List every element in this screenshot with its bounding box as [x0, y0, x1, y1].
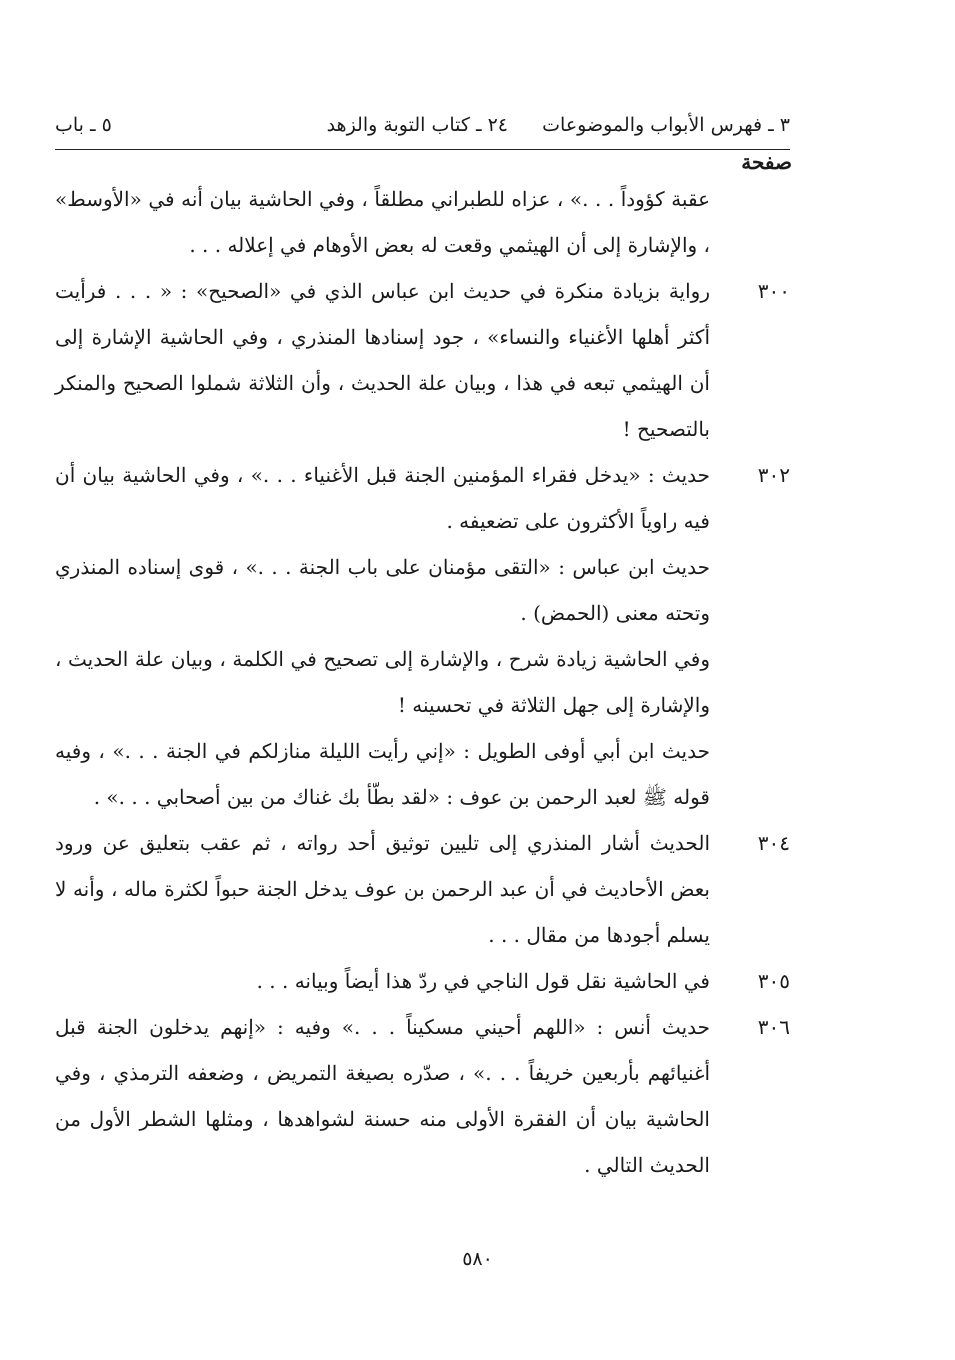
header-book-title: ٢٤ ـ كتاب التوبة والزهد	[326, 114, 508, 136]
entry-page-number: ٣٠٥	[757, 969, 790, 993]
entry-text: الحديث أشار المنذري إلى تليين توثيق أحد رواته ، ثم عقب بتعليق عن ورود بعض الأحاديث في أن عبد الرحمن بن عوف يدخل الجنة حبواً لكثرة ماله ، وأنه لا يسلم أجودها من مقال . . .	[55, 831, 710, 947]
index-entry-306	[55, 1004, 790, 1188]
header-section-title: ٣ ـ فهرس الأبواب والموضوعات	[542, 114, 790, 136]
entry-text: حديث أنس : «اللهم أحيني مسكيناً . . .» وفيه : «إنهم يدخلون الجنة قبل أغنيائهم بأربعين خريفاً . . .» ، صدّره بصيغة التمريض ، وضعفه الترمذي ، وفي الحاشية بيان أن الفقرة الأولى منه حسنة لشواهدها ، ومثلها الشطر الأول من الحديث التالي .	[55, 1015, 710, 1177]
index-entry-305	[55, 958, 790, 1004]
entry-page-number: ٣٠٠	[757, 279, 790, 303]
entry-text: رواية بزيادة منكرة في حديث ابن عباس الذي في «الصحيح» : « . . . فرأيت أكثر أهلها الأغنياء والنساء» ، جود إسنادها المنذري ، وفي الحاشية الإشارة إلى أن الهيثمي تبعه في هذا ، وبيان علة الحديث ، وأن الثلاثة شملوا الصحيح والمنكر بالتصحيح !	[55, 279, 710, 441]
entry-text: وفي الحاشية زيادة شرح ، والإشارة إلى تصحيح في الكلمة ، وبيان علة الحديث ، والإشارة إلى جهل الثلاثة في تحسينه !	[55, 647, 710, 717]
index-entry-continued	[55, 176, 790, 268]
entry-page-number: ٣٠٢	[757, 463, 790, 487]
entry-page-number: ٣٠٤	[757, 831, 790, 855]
header-rule	[55, 149, 790, 150]
entry-text: حديث : «يدخل فقراء المؤمنين الجنة قبل الأغنياء . . .» ، وفي الحاشية بيان أن فيه راوياً الأكثرون على تضعيفه .	[55, 463, 710, 533]
entry-page-number: ٣٠٦	[757, 1015, 790, 1039]
index-entry-300	[55, 268, 790, 452]
entry-text: عقبة كؤوداً . . .» ، عزاه للطبراني مطلقاً ، وفي الحاشية بيان أنه في «الأوسط» ، والإشارة إلى أن الهيثمي وقعت له بعض الأوهام في إعلاله . . .	[55, 187, 710, 257]
page-column-label: صفحة	[741, 150, 792, 174]
page-number: ٥٨٠	[462, 1248, 493, 1270]
index-entry-304	[55, 820, 790, 958]
index-entry-302	[55, 452, 790, 820]
index-entries	[55, 176, 790, 1188]
entry-text: حديث ابن عباس : «التقى مؤمنان على باب الجنة . . .» ، قوى إسناده المنذري وتحته معنى (الحمض) .	[55, 555, 710, 625]
running-header	[55, 110, 790, 146]
entry-text: حديث ابن أبي أوفى الطويل : «إني رأيت الليلة منازلكم في الجنة . . .» ، وفيه قوله ﷺ لعبد الرحمن بن عوف : «لقد بطّأ بك غناك من بين أصحابي . . .» .	[55, 739, 710, 809]
entry-text: في الحاشية نقل قول الناجي في ردّ هذا أيضاً وبيانه . . .	[256, 969, 710, 993]
header-chapter: ٥ ـ باب	[55, 114, 112, 136]
